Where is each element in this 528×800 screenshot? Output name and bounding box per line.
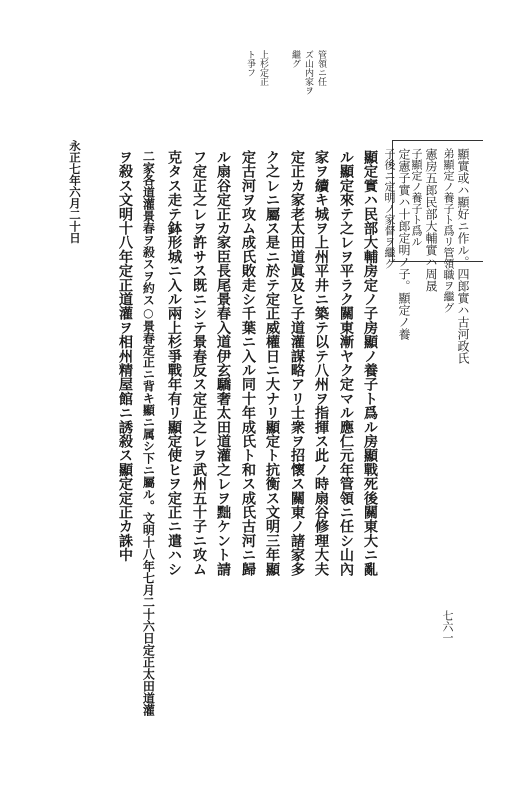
top-note-col5: ト爭フ — [245, 50, 255, 77]
box-col6: 子後ニ定明ノ家督ヲ繼グ — [383, 148, 396, 269]
main-col-7: ル扇谷定正カ家臣長尾景春入道伊玄驕奢太田道灌之レヲ黜ケント請 — [215, 150, 231, 576]
top-note-col1: 管領ニ任 — [316, 50, 326, 86]
main-col-6: 定古河ヲ攻ム成氏敗走シ千葉ニ入ル同十年成氏ト和ス成氏古河ニ歸 — [240, 150, 256, 576]
main-col-5: ク之レニ屬ス是ニ於テ定正威權日ニ大ナリ顯定ト抗衡ス文明三年顯 — [264, 150, 280, 576]
box-col4: 子顯定ノ養子ト爲ル — [410, 148, 423, 247]
main-col-8: フ定正之レヲ許サス既ニシテ景春反ス定正之レヲ武州五十子ニ攻ム — [191, 150, 207, 576]
top-note-col2: ズ山内家ヲ — [303, 50, 313, 95]
box-col2: 弟顯定ノ養子ト爲リ管領職ヲ繼グ — [442, 148, 455, 313]
main-col-10: 二家各道灌景春ヲ殺スヲ約ス○景春定正ニ背キ顯ニ属シ下ニ屬ル。文明十八年七月二十六日定正太田道灌 — [141, 150, 156, 716]
date-line: 永正七年六月二十日 — [68, 140, 82, 244]
top-note-col4: 上杉定正 — [258, 50, 268, 86]
box-col5: 定憲子實ハ十郎定明ノ子。顯定ノ養 — [397, 148, 411, 340]
top-note-col3: 繼グ — [290, 50, 300, 68]
main-col-1: 顯定實ハ民部大輔房定ノ子房顯ノ養子ト爲ル房顯戰死後關東大ニ亂 — [362, 150, 378, 576]
box-col1: 顯實或ハ顯好ニ作ル。四郎實ハ古河政氏 — [456, 148, 470, 364]
page-number: 七六一 — [441, 610, 454, 643]
box-col3: 憲房五郎民部大輔實ハ周晟 — [424, 148, 438, 292]
main-col-3: 家ヲ續キ城ヲ上州平井ニ築テ以テ八州ヲ指揮ス此ノ時扇谷修理大夫 — [313, 150, 329, 576]
main-col-11: ヲ殺ス文明十八年定正道灌ヲ相州精屋館ニ誘殺ス顯定定正カ誅中 — [117, 150, 133, 562]
main-col-9: 克タス走テ鉢形城ニ入ル兩上杉爭戰年有リ顯定使ヒヲ定正ニ遣ハシ — [166, 150, 182, 576]
main-col-4: 定正カ家老太田道眞及ヒ子道灌謀略アリ士衆ヲ招懷ス關東ノ諸家多 — [289, 150, 305, 576]
main-col-2: ル顯定來テ之レヲ平ラク關東漸ヤク定マル應仁元年管領ニ任シ山內 — [338, 150, 354, 576]
